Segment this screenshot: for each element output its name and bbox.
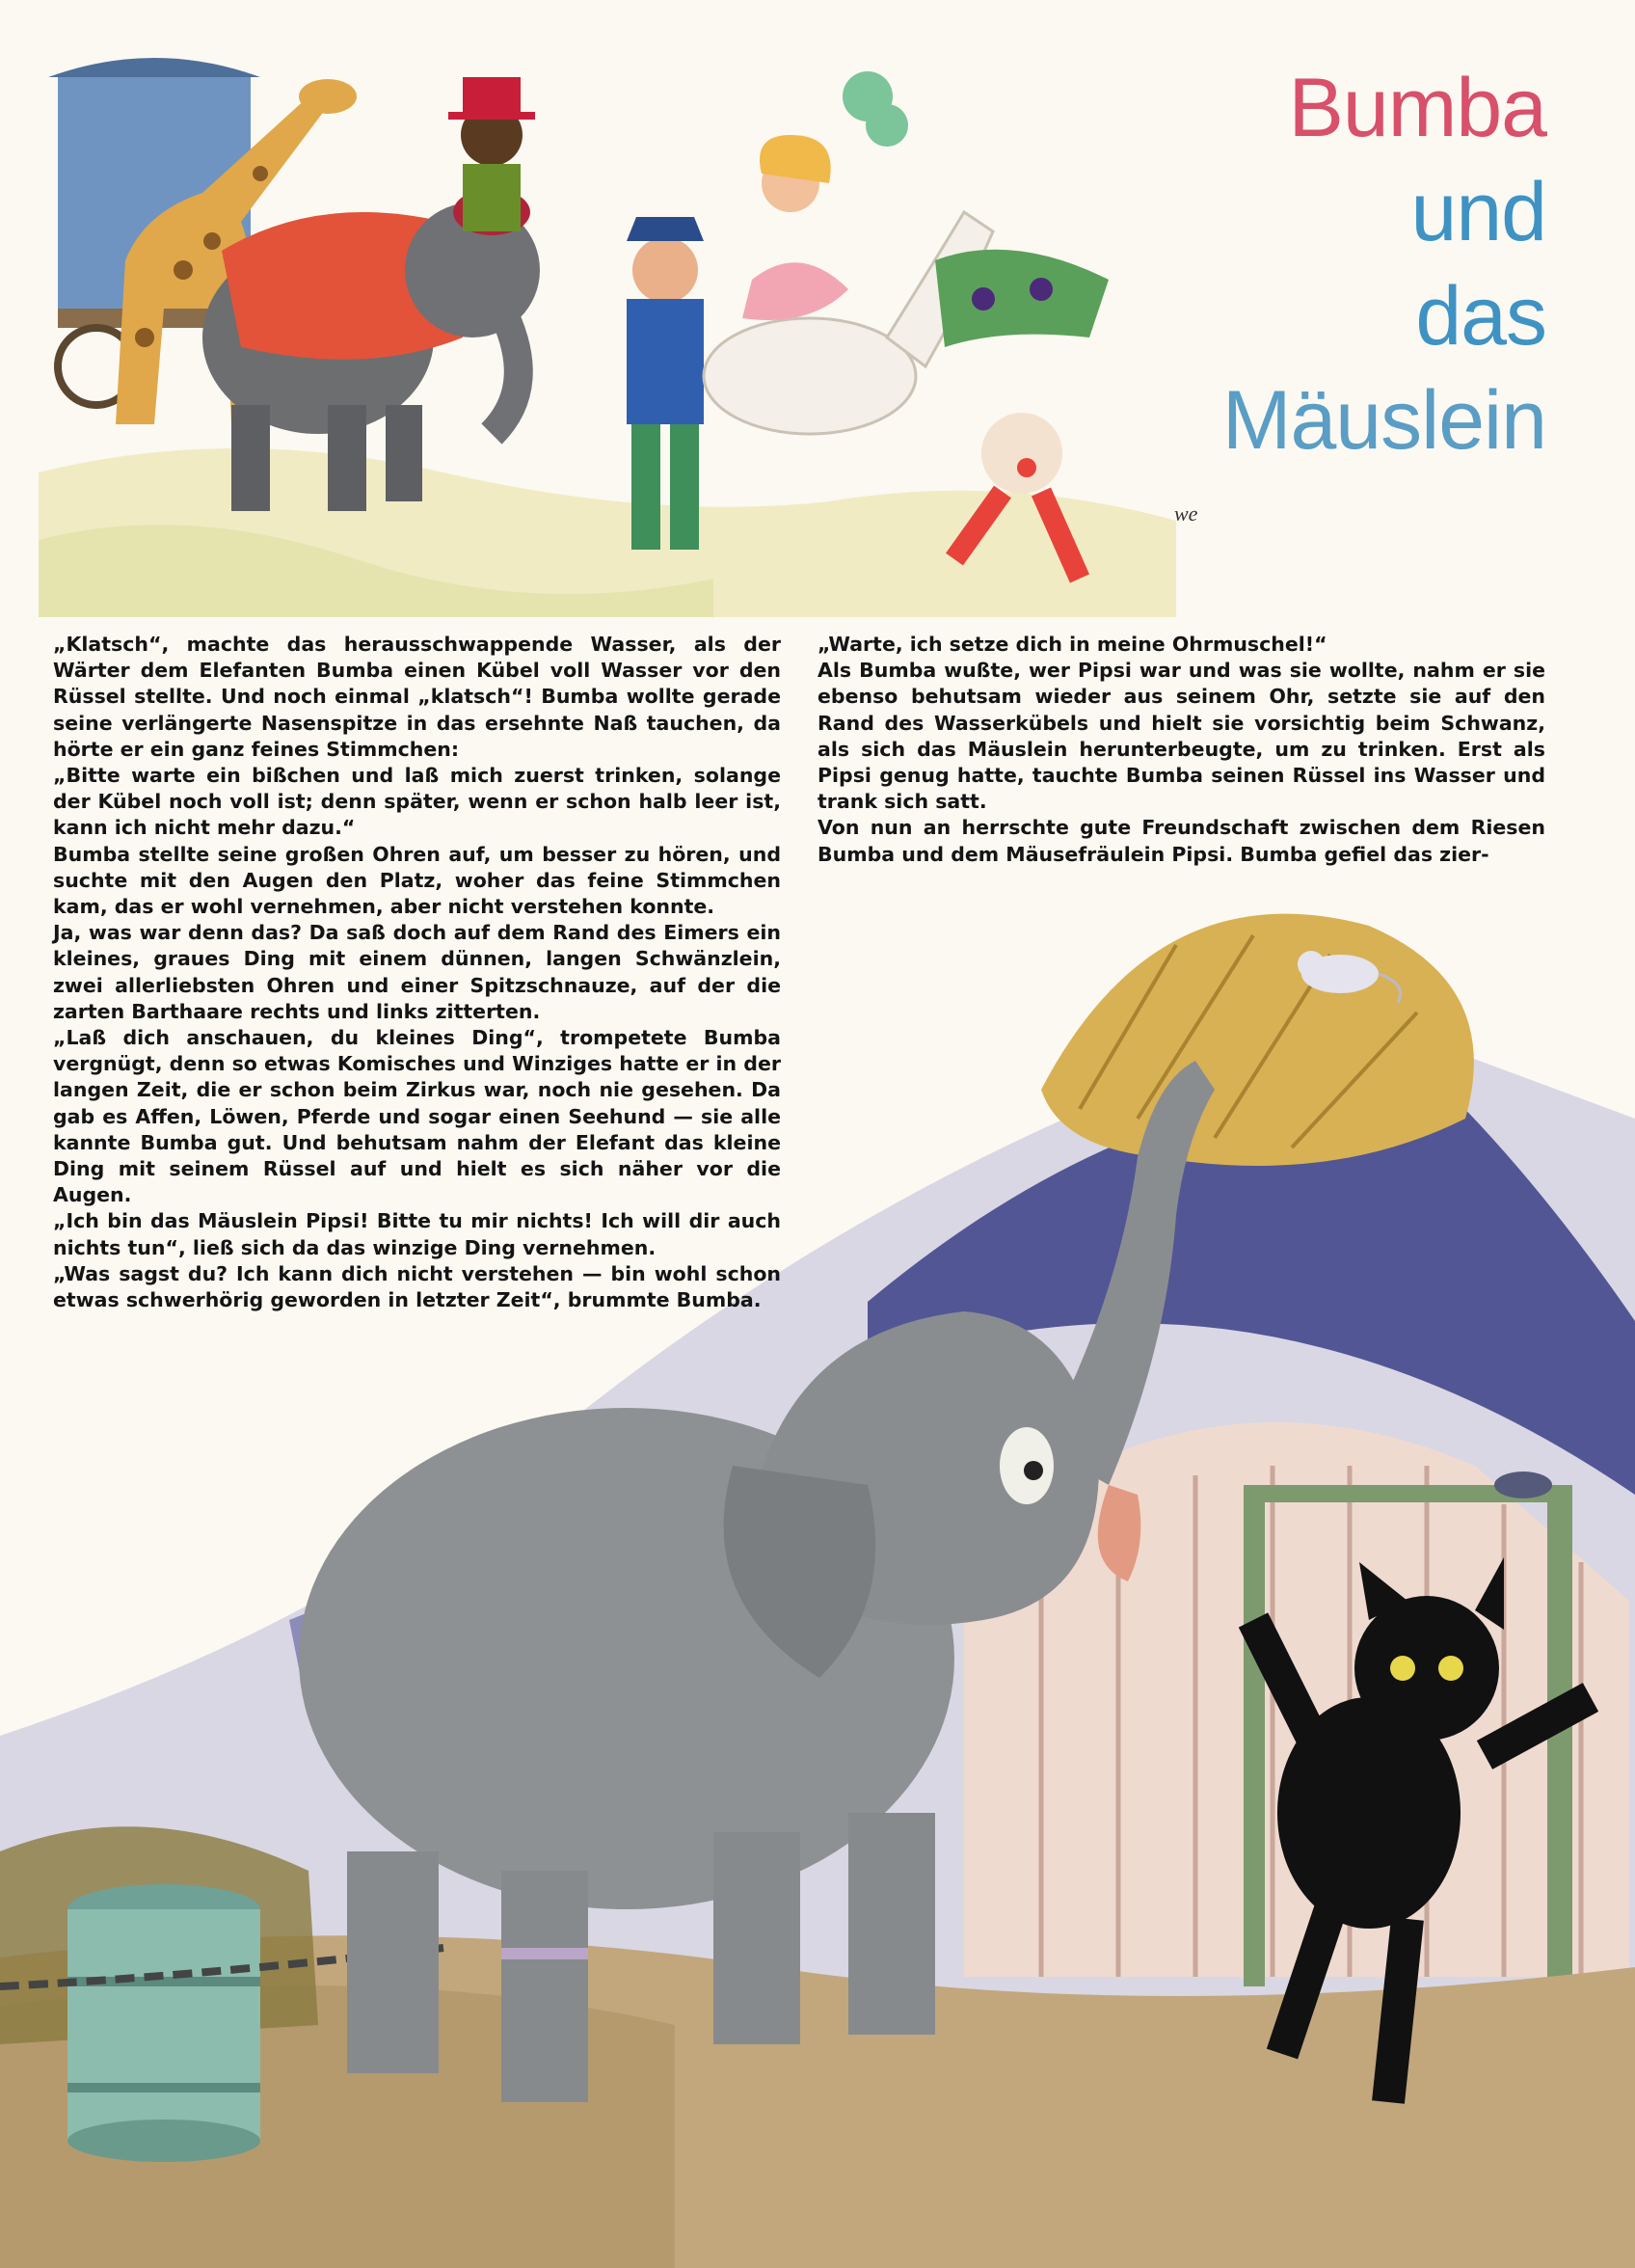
right-text-column [818, 632, 1545, 868]
paragraph: „Was sagst du? Ich kann dich nicht verstehen — bin wohl schon etwas schwerhörig geworden in letzter Zeit“, brummte Bumba. [53, 1261, 781, 1312]
paragraph: „Laß dich anschauen, du kleines Ding“, trompetete Bumba vergnügt, denn so etwas Komisches und Winziges hatte er in der langen Zeit, die er schon beim Zirkus war, noch nie gesehen. Da gab es Affen, Löwen, Pferde und sogar einen Seehund — sie alle kannte Bumba gut. Und behutsam nahm der Elefant das kleine Ding mit seinem Rüssel auf und hielt es sich näher vor die Augen. [53, 1026, 781, 1207]
paragraph: Als Bumba wußte, wer Pipsi war und was sie wollte, nahm er sie ebenso behutsam wieder aus seinem Ohr, setzte sie auf den Rand des Wasserkübels und hielt sie vorsichtig beim Schwanz, als sich das Mäuslein herunterbeugte, um zu trinken. Erst als Pipsi genug hatte, tauchte Bumba seinen Rüssel ins Wasser und trank sich satt. [818, 659, 1545, 814]
circus-parade-illustration [39, 19, 1176, 617]
title-line-1: Bumba [1288, 62, 1546, 154]
left-text-column [53, 632, 781, 1313]
paragraph: „Bitte warte ein bißchen und laß mich zuerst trinken, solange der Kübel noch voll ist; denn später, wenn er schon halb leer ist, kann ich nicht mehr dazu.“ [53, 764, 781, 840]
illustrator-signature: we [1174, 501, 1198, 526]
title-line-4: Mäuslein [1221, 374, 1546, 467]
paragraph: „Ich bin das Mäuslein Pipsi! Bitte tu mir nichts! Ich will dir auch nichts tun“, ließ sich da das winzige Ding vernehmen. [53, 1209, 781, 1259]
title-line-2: und [1410, 166, 1546, 258]
circus-boy [627, 217, 704, 550]
paragraph: Bumba stellte seine großen Ohren auf, um besser zu hören, und suchte mit den Augen den Platz, woher das feine Stimmchen kam, das er wohl vernehmen, aber nicht verstehen konnte. [53, 842, 781, 919]
paragraph: Von nun an herrschte gute Freundschaft zwischen dem Riesen Bumba und dem Mäusefräulein Pipsi. Bumba gefiel das zier- [818, 816, 1545, 866]
horse-rider [704, 71, 993, 434]
paragraph: „Klatsch“, machte das herausschwappende Wasser, als der Wärter dem Elefanten Bumba einen Kübel voll Wasser vor den Rüssel stellte. Und noch einmal „klatsch“! Bumba wollte gerade seine verlängerte Nasenspitze in das ersehnte Naß tauchen, da hörte er ein ganz feines Stimmchen: [53, 633, 781, 761]
story-title [1222, 56, 1546, 472]
paragraph: Ja, was war denn das? Da saß doch auf dem Rand des Eimers ein kleines, graues Ding mit einem dünnen, langen Schwänzlein, zwei allerliebsten Ohren und einer Spitzschnauze, auf der die zarten Barthaare rechts und links zitterten. [53, 921, 781, 1023]
title-line-3: das [1415, 270, 1546, 363]
hay-bale [1041, 914, 1474, 1166]
paragraph: „Warte, ich setze dich in meine Ohrmuschel!“ [818, 633, 1327, 656]
water-bucket [67, 1884, 260, 2162]
